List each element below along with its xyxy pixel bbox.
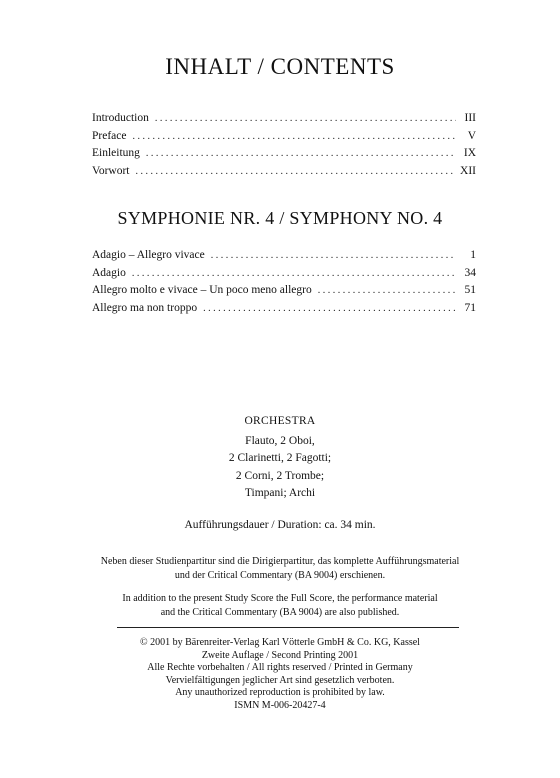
note-line: Neben dieser Studienpartitur sind die Dirigierpartitur, das komplette Aufführungsmaterial — [100, 556, 460, 567]
toc-entry-page: 34 — [464, 266, 476, 279]
ismn-line: ISMN M-006-20427-4 — [234, 699, 326, 711]
dot-leader — [318, 282, 456, 300]
toc-entry[interactable] — [92, 128, 476, 146]
toc-entry-label: Allegro molto e vivace – Un poco meno allegro — [92, 284, 312, 296]
page-title: INHALT / CONTENTS — [165, 54, 395, 79]
toc-entry-page: III — [464, 112, 476, 124]
dot-leader — [132, 128, 456, 146]
toc-entry-label: Allegro ma non troppo — [92, 301, 198, 314]
dot-leader — [146, 145, 456, 163]
toc-entry[interactable] — [92, 265, 476, 283]
instrumentation-line: 2 Clarinetti, 2 Fagotti; — [228, 452, 332, 464]
copyright-block — [0, 637, 560, 712]
rights-line: Any unauthorized reproduction is prohibited by law. — [175, 687, 385, 698]
movements-toc — [92, 247, 476, 317]
publication-note-english — [0, 592, 560, 619]
publication-note-german — [0, 555, 560, 582]
toc-entry-label: Einleitung — [92, 147, 140, 159]
rights-line: Alle Rechte vorbehalten / All rights reserved / Printed in Germany — [147, 662, 413, 673]
toc-entry-label: Preface — [92, 129, 127, 142]
note-line: In addition to the present Study Score the Full Score, the performance material — [122, 593, 438, 604]
duration-text: Aufführungsdauer / Duration: ca. 34 min. — [184, 519, 376, 531]
dot-leader — [211, 247, 456, 265]
dot-leader — [155, 110, 456, 128]
toc-entry[interactable] — [92, 163, 476, 181]
toc-entry[interactable] — [92, 282, 476, 300]
symphony-title: SYMPHONIE NR. 4 / SYMPHONY NO. 4 — [117, 208, 443, 228]
instrumentation-line: Flauto, 2 Oboi, — [245, 434, 315, 447]
toc-entry-label: Vorwort — [92, 164, 130, 177]
toc-entry-page: V — [467, 129, 476, 142]
front-matter-toc — [92, 110, 476, 180]
instrumentation-line: Timpani; Archi — [244, 487, 316, 499]
divider-rule — [117, 627, 459, 628]
orchestra-block — [0, 413, 560, 503]
toc-entry-page: 1 — [470, 249, 476, 261]
dot-leader — [203, 300, 456, 318]
toc-entry-page: IX — [463, 147, 476, 159]
note-line: and the Critical Commentary (BA 9004) are also published. — [160, 606, 400, 618]
toc-entry-label: Adagio — [92, 266, 126, 279]
toc-entry-page: XII — [460, 164, 476, 177]
toc-entry-page: 71 — [464, 301, 476, 314]
instrumentation-line: 2 Corni, 2 Trombe; — [235, 469, 325, 482]
toc-entry[interactable] — [92, 110, 476, 128]
printing-line: Zweite Auflage / Second Printing 2001 — [201, 649, 359, 661]
orchestra-heading: ORCHESTRA — [244, 415, 316, 427]
toc-entry-label: Introduction — [92, 112, 149, 124]
dot-leader — [132, 265, 456, 283]
toc-entry-label: Adagio – Allegro vivace — [92, 249, 205, 261]
toc-entry-page: 51 — [464, 284, 476, 296]
toc-entry[interactable] — [92, 145, 476, 163]
dot-leader — [135, 163, 454, 181]
toc-entry[interactable] — [92, 247, 476, 265]
toc-entry[interactable] — [92, 300, 476, 318]
copyright-line: © 2001 by Bärenreiter-Verlag Karl Vötterle GmbH & Co. KG, Kassel — [140, 637, 420, 648]
note-line: und der Critical Commentary (BA 9004) erschienen. — [174, 569, 386, 581]
rights-line: Vervielfältigungen jeglicher Art sind gesetzlich verboten. — [165, 674, 395, 686]
